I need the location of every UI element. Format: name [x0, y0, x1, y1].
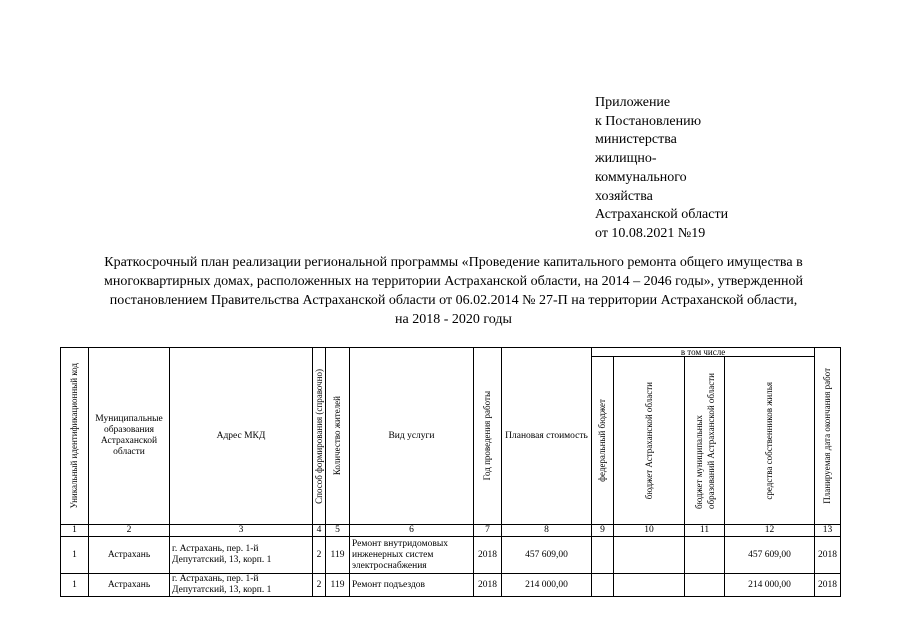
title-line: постановлением Правительства Астраханской области от 06.02.2014 № 27-П на территории Астраханской области,	[109, 293, 798, 308]
header-municipal-line1: бюджет муниципальных	[693, 414, 704, 509]
header-cost: Плановая стоимость	[502, 348, 592, 525]
header-federal: федеральный бюджет	[592, 357, 614, 525]
header-municipal-line2: образований Астраханской области	[705, 372, 716, 509]
title-line: на 2018 - 2020 годы	[395, 312, 512, 327]
header-id: Уникальный идентификационный код	[61, 348, 89, 525]
cell-service: Ремонт внутридомовых инженерных систем электроснабжения	[350, 537, 474, 574]
column-number: 2	[89, 525, 170, 537]
table-row	[61, 537, 841, 574]
appendix-line: Астраханской области	[595, 207, 729, 223]
cell-address: г. Астрахань, пер. 1-й Депутатский, 13, корп. 1	[170, 574, 313, 597]
column-number: 11	[685, 525, 725, 537]
header-end-date: Планируемая дата окончания работ	[815, 348, 841, 525]
appendix-line: жилищно-	[595, 151, 657, 167]
header-regional: бюджет Астраханской области	[614, 357, 685, 525]
cell-residents: 119	[326, 537, 350, 574]
column-number: 13	[815, 525, 841, 537]
header-year: Год проведения работы	[474, 348, 502, 525]
cell-municipality: Астрахань	[89, 537, 170, 574]
cell-end-date: 2018	[815, 537, 841, 574]
column-number: 12	[725, 525, 815, 537]
cell-owners: 457 609,00	[725, 537, 815, 574]
title-line: Краткосрочный план реализации региональной программы «Проведение капитального ремонта общего имущества в	[104, 255, 803, 270]
appendix-line: коммунального	[595, 169, 687, 185]
cell-end-date: 2018	[815, 574, 841, 597]
cell-residents: 119	[326, 574, 350, 597]
header-row-top	[61, 348, 841, 357]
cell-federal	[592, 537, 614, 574]
cell-year: 2018	[474, 574, 502, 597]
cell-cost: 457 609,00	[502, 537, 592, 574]
title-line: многоквартирных домах, расположенных на территории Астраханской области, на 2014 – 2046 годы», утвержденной	[104, 274, 803, 289]
header-owners: средства собственников жилья	[725, 357, 815, 525]
plan-table	[60, 347, 841, 597]
column-number-row	[61, 525, 841, 537]
header-service: Вид услуги	[350, 348, 474, 525]
column-number: 8	[502, 525, 592, 537]
column-number: 1	[61, 525, 89, 537]
cell-address: г. Астрахань, пер. 1-й Депутатский, 13, корп. 1	[170, 537, 313, 574]
table-row	[61, 574, 841, 597]
column-number: 6	[350, 525, 474, 537]
cell-method: 2	[313, 574, 326, 597]
header-municipality: Муниципальные образования Астраханской области	[89, 348, 170, 525]
document-title	[75, 253, 832, 329]
cell-regional	[614, 537, 685, 574]
cell-regional	[614, 574, 685, 597]
cell-id: 1	[61, 574, 89, 597]
appendix-line: Приложение	[595, 95, 671, 110]
header-municipal	[685, 357, 725, 525]
cell-service: Ремонт подъездов	[350, 574, 474, 597]
header-address: Адрес МКД	[170, 348, 313, 525]
appendix-line: хозяйства	[595, 188, 653, 204]
appendix-block	[595, 94, 775, 244]
column-number: 7	[474, 525, 502, 537]
column-number: 3	[170, 525, 313, 537]
header-method: Способ формирования (справочно)	[313, 348, 326, 525]
cell-municipal	[685, 574, 725, 597]
cell-municipal	[685, 537, 725, 574]
column-number: 5	[326, 525, 350, 537]
appendix-line: к Постановлению	[595, 113, 702, 129]
cell-id: 1	[61, 537, 89, 574]
header-residents: Количество жителей	[326, 348, 350, 525]
cell-municipality: Астрахань	[89, 574, 170, 597]
header-including: в том числе	[592, 348, 815, 357]
appendix-line: министерства	[595, 132, 677, 148]
cell-cost: 214 000,00	[502, 574, 592, 597]
cell-owners: 214 000,00	[725, 574, 815, 597]
column-number: 10	[614, 525, 685, 537]
cell-federal	[592, 574, 614, 597]
column-number: 9	[592, 525, 614, 537]
appendix-line: от 10.08.2021 №19	[595, 225, 706, 241]
column-number: 4	[313, 525, 326, 537]
cell-year: 2018	[474, 537, 502, 574]
cell-method: 2	[313, 537, 326, 574]
